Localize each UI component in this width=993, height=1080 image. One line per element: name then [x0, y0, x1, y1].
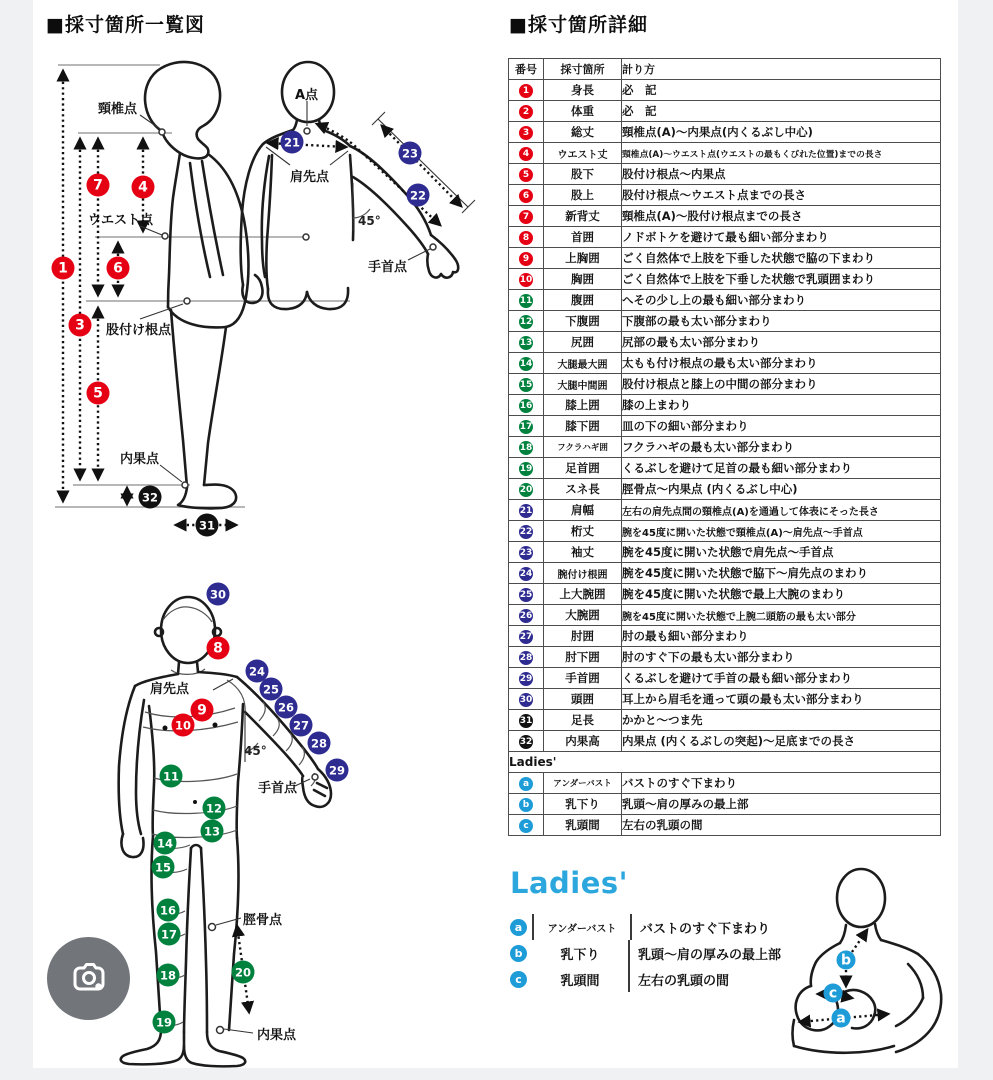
table-row: [509, 668, 941, 689]
cell-part: 膝下囲: [544, 416, 622, 437]
badge-23: [399, 142, 422, 165]
cell-part: 腕付け根囲: [544, 563, 622, 584]
cell-part: 腹囲: [544, 290, 622, 311]
badge-6: [107, 257, 130, 280]
ladies-legend: [510, 914, 781, 992]
camera-icon: [69, 959, 109, 999]
table-row: [509, 584, 941, 605]
cell-part: 総丈: [544, 122, 622, 143]
cell-method: 股付け根点〜内果点: [622, 164, 941, 185]
number-badge: 17: [519, 422, 533, 432]
number-badge: 30: [519, 695, 533, 705]
cell-method: 腕を45度に開いた状態で最上大腕のまわり: [622, 584, 941, 605]
svg-text:13: 13: [203, 824, 221, 839]
cell-number: [509, 521, 544, 542]
cell-method: 太もも付け根点の最も太い部分まわり: [622, 353, 941, 374]
table-row: [509, 332, 941, 353]
cell-number: [509, 353, 544, 374]
cell-number: [509, 626, 544, 647]
table-row: [509, 290, 941, 311]
svg-text:25: 25: [262, 682, 280, 697]
cell-method: ごく自然体で上肢を下垂した状態で乳頭囲まわり: [622, 269, 941, 290]
badge-15: [152, 856, 175, 879]
svg-text:18: 18: [159, 968, 177, 983]
number-badge: 28: [519, 653, 533, 663]
table-row: [509, 416, 941, 437]
badge-29: [326, 759, 349, 782]
measure-table: [508, 58, 941, 836]
cell-part: 乳頭間: [544, 815, 622, 836]
number-badge: 26: [519, 611, 533, 621]
svg-text:14: 14: [156, 836, 174, 851]
number-badge: 13: [519, 338, 533, 348]
cell-number: [509, 122, 544, 143]
label-shin-bone-point: 脛骨点: [243, 913, 283, 928]
number-badge: c: [519, 819, 533, 833]
label-inner-ankle-point: 内果点: [257, 1028, 297, 1043]
cell-part: 袖丈: [544, 542, 622, 563]
label-waist-point: ウエスト点: [88, 213, 154, 228]
svg-text:a: a: [836, 1010, 846, 1027]
cell-method: ノドボトケを避けて最も細い部分まわり: [622, 227, 941, 248]
number-badge: 32: [519, 737, 533, 747]
table-section-label: Ladies': [509, 752, 941, 773]
table-row: [509, 458, 941, 479]
cell-part: ウエスト丈: [544, 143, 622, 164]
badge-24: [246, 660, 269, 683]
cell-method: 脛骨点〜内果点 (内くるぶし中心): [622, 479, 941, 500]
table-row: [509, 710, 941, 731]
table-section-row: [509, 752, 941, 773]
cell-part: アンダーバスト: [544, 773, 622, 794]
cell-method: 股付け根点〜ウエスト点までの長さ: [622, 185, 941, 206]
cell-method: 必 記: [622, 80, 941, 101]
badge-1: [52, 257, 75, 280]
table-row: [509, 164, 941, 185]
cell-number: [509, 647, 544, 668]
cell-method: くるぶしを避けて足首の最も細い部分まわり: [622, 458, 941, 479]
badge-25: [260, 678, 283, 701]
svg-text:b: b: [840, 952, 852, 969]
cell-number: [509, 668, 544, 689]
svg-text:17: 17: [160, 927, 178, 942]
table-row: [509, 80, 941, 101]
cell-part: 手首囲: [544, 668, 622, 689]
svg-text:23: 23: [401, 146, 419, 161]
cell-part: 尻囲: [544, 332, 622, 353]
cell-method: 皿の下の細い部分まわり: [622, 416, 941, 437]
cell-method: 腕を45度に開いた状態で脇下〜肩先点のまわり: [622, 563, 941, 584]
cell-number: [509, 164, 544, 185]
table-row: [509, 563, 941, 584]
cell-part: 頭囲: [544, 689, 622, 710]
cell-number: [509, 815, 544, 836]
cell-part: 足長: [544, 710, 622, 731]
badge-9: [191, 699, 214, 722]
cell-method: 左右の肩先点間の頸椎点(A)を通過して体表にそった長さ: [622, 500, 941, 521]
cell-method: 内果点 (内くるぶしの突起)〜足底までの長さ: [622, 731, 941, 752]
cell-number: [509, 395, 544, 416]
number-badge: 27: [519, 632, 533, 642]
table-row: [509, 122, 941, 143]
cell-method: バストのすぐ下まわり: [622, 773, 941, 794]
cell-part: 肘囲: [544, 626, 622, 647]
number-badge: 2: [519, 105, 533, 119]
table-row: [509, 395, 941, 416]
badge-7: [87, 174, 110, 197]
cell-number: [509, 311, 544, 332]
badge-b: [837, 951, 856, 970]
badge-b: b: [510, 945, 527, 962]
ladies-legend-desc: 乳頭〜肩の厚みの最上部: [638, 947, 782, 963]
number-badge: 11: [519, 296, 533, 306]
badge-21: [281, 131, 304, 154]
svg-text:30: 30: [209, 587, 227, 602]
cell-method: 膝の上まわり: [622, 395, 941, 416]
badge-5: [87, 382, 110, 405]
table-row: [509, 479, 941, 500]
svg-text:1: 1: [58, 260, 68, 277]
cell-method: 頸椎点(A)〜ウエスト点(ウエストの最もくびれた位置)までの長さ: [622, 143, 941, 164]
badge-11: [160, 765, 183, 788]
cell-part: フクラハギ囲: [544, 437, 622, 458]
svg-text:9: 9: [197, 702, 207, 719]
cell-method: 乳頭〜肩の厚みの最上部: [622, 794, 941, 815]
number-badge: 12: [519, 317, 533, 327]
cell-part: 大腿最大囲: [544, 353, 622, 374]
table-row: [509, 626, 941, 647]
badge-12: [203, 797, 226, 820]
cell-part: 上大腕囲: [544, 584, 622, 605]
cell-method: フクラハギの最も太い部分まわり: [622, 437, 941, 458]
badge-8: [207, 637, 230, 660]
cell-part: 乳下り: [544, 794, 622, 815]
cell-method: 頸椎点(A)〜股付け根点までの長さ: [622, 206, 941, 227]
svg-text:c: c: [828, 985, 838, 1002]
badge-c: c: [510, 971, 527, 988]
badge-31: [196, 514, 219, 537]
svg-text:7: 7: [93, 177, 103, 194]
number-badge: 29: [519, 674, 533, 684]
table-row: [509, 647, 941, 668]
svg-text:31: 31: [198, 518, 216, 533]
col-header-part: 採寸箇所: [544, 59, 622, 80]
badge-28: [308, 732, 331, 755]
left-section-title: ■採寸箇所一覧図: [46, 14, 205, 36]
badge-14: [154, 832, 177, 855]
label-inner-ankle-point: 内果点: [120, 452, 160, 467]
google-lens-search-button[interactable]: [47, 937, 130, 1020]
number-badge: 4: [519, 147, 533, 161]
number-badge: 31: [519, 716, 533, 726]
number-badge: 15: [519, 380, 533, 390]
table-row: [509, 731, 941, 752]
cell-number: [509, 773, 544, 794]
table-row: [509, 500, 941, 521]
svg-text:24: 24: [248, 664, 266, 679]
ladies-legend-row: [510, 966, 781, 992]
table-header-row: [509, 59, 941, 80]
table-row: [509, 206, 941, 227]
cell-part: 股上: [544, 185, 622, 206]
cell-number: [509, 185, 544, 206]
number-badge: 3: [519, 126, 533, 140]
table-row: [509, 353, 941, 374]
label-wrist-point: 手首点: [258, 781, 298, 796]
cell-number: [509, 101, 544, 122]
cell-part: 上胸囲: [544, 248, 622, 269]
cell-part: スネ長: [544, 479, 622, 500]
table-row: [509, 269, 941, 290]
overview-diagram-front: [95, 580, 400, 1068]
cell-number: [509, 332, 544, 353]
number-badge: 25: [519, 590, 533, 600]
ladies-legend-label: 乳下り: [532, 940, 630, 966]
svg-text:11: 11: [162, 769, 180, 784]
table-row: [509, 773, 941, 794]
number-badge: a: [519, 777, 533, 791]
badge-a: a: [510, 919, 527, 936]
cell-method: 頸椎点(A)〜内果点(内くるぶし中心): [622, 122, 941, 143]
cell-number: [509, 542, 544, 563]
cell-number: [509, 416, 544, 437]
number-badge: 6: [519, 189, 533, 203]
table-row: [509, 248, 941, 269]
table-row: [509, 815, 941, 836]
number-badge: 23: [519, 548, 533, 558]
cell-part: 体重: [544, 101, 622, 122]
measure-guide-image: [33, 0, 958, 1068]
ladies-torso-diagram: [768, 848, 956, 1063]
badge-3: [69, 314, 92, 337]
svg-text:28: 28: [310, 736, 328, 751]
svg-text:27: 27: [292, 718, 310, 733]
cell-method: 下腹部の最も太い部分まわり: [622, 311, 941, 332]
cell-part: 膝上囲: [544, 395, 622, 416]
cell-part: 大腿中間囲: [544, 374, 622, 395]
badge-22: [407, 184, 430, 207]
number-badge: 24: [519, 569, 533, 579]
number-badge: 18: [519, 443, 533, 453]
cell-method: 肘のすぐ下の最も太い部分まわり: [622, 647, 941, 668]
label-shoulder-point: 肩先点: [150, 682, 190, 697]
svg-text:26: 26: [277, 700, 295, 715]
label-wrist-point: 手首点: [368, 260, 408, 275]
cell-number: [509, 605, 544, 626]
cell-number: [509, 479, 544, 500]
cell-number: [509, 437, 544, 458]
cell-number: [509, 710, 544, 731]
label-shoulder-point: 肩先点: [290, 170, 330, 185]
svg-text:19: 19: [155, 1015, 173, 1030]
ladies-heading: Ladies': [510, 866, 629, 900]
cell-part: 下腹囲: [544, 311, 622, 332]
overview-diagram-standing: [40, 35, 505, 560]
table-row: [509, 794, 941, 815]
label-45-degrees: 45°: [244, 744, 267, 758]
table-row: [509, 374, 941, 395]
number-badge: 8: [519, 231, 533, 245]
cell-method: かかと〜つま先: [622, 710, 941, 731]
cell-part: 肘下囲: [544, 647, 622, 668]
right-section-title: ■採寸箇所詳細: [509, 14, 648, 36]
number-badge: 14: [519, 359, 533, 369]
svg-text:10: 10: [174, 718, 192, 733]
cell-number: [509, 563, 544, 584]
cell-part: 内果高: [544, 731, 622, 752]
cell-number: [509, 290, 544, 311]
table-row: [509, 521, 941, 542]
cell-part: 肩幅: [544, 500, 622, 521]
number-badge: 19: [519, 464, 533, 474]
number-badge: 16: [519, 401, 533, 411]
cell-method: ごく自然体で上肢を下垂した状態で脇の下まわり: [622, 248, 941, 269]
badge-a: [832, 1009, 851, 1028]
table-row: [509, 605, 941, 626]
cell-part: 足首囲: [544, 458, 622, 479]
ladies-legend-row: [510, 914, 781, 940]
cell-number: [509, 206, 544, 227]
svg-text:8: 8: [213, 640, 223, 657]
table-row: [509, 542, 941, 563]
cell-method: へその少し上の最も細い部分まわり: [622, 290, 941, 311]
badge-18: [157, 964, 180, 987]
cell-number: [509, 248, 544, 269]
number-badge: 9: [519, 252, 533, 266]
badge-27: [290, 714, 313, 737]
cell-method: 耳上から眉毛を通って頭の最も太い部分まわり: [622, 689, 941, 710]
table-row: [509, 101, 941, 122]
table-row: [509, 311, 941, 332]
cell-number: [509, 458, 544, 479]
svg-text:16: 16: [159, 903, 177, 918]
svg-text:5: 5: [93, 385, 103, 402]
cell-method: 腕を45度に開いた状態で肩先点〜手首点: [622, 542, 941, 563]
number-badge: 7: [519, 210, 533, 224]
badge-19: [153, 1011, 176, 1034]
svg-text:20: 20: [234, 965, 252, 980]
ladies-legend-row: [510, 940, 781, 966]
table-row: [509, 185, 941, 206]
badge-10: [172, 714, 195, 737]
svg-text:32: 32: [141, 490, 159, 505]
badge-c: [824, 984, 843, 1003]
badge-13: [201, 820, 224, 843]
ladies-legend-label: 乳頭間: [532, 966, 630, 992]
cell-method: 腕を45度に開いた状態で上腕二頭筋の最も太い部分: [622, 605, 941, 626]
badge-17: [158, 923, 181, 946]
label-cervical-point: 頸椎点: [98, 102, 138, 117]
table-row: [509, 143, 941, 164]
svg-text:12: 12: [205, 801, 223, 816]
svg-text:29: 29: [328, 763, 346, 778]
badge-20: [232, 961, 255, 984]
cell-part: 身長: [544, 80, 622, 101]
svg-text:4: 4: [138, 179, 148, 196]
cell-method: 尻部の最も太い部分まわり: [622, 332, 941, 353]
cell-part: 新背丈: [544, 206, 622, 227]
cell-part: 胸囲: [544, 269, 622, 290]
number-badge: 22: [519, 527, 533, 537]
cell-number: [509, 80, 544, 101]
cell-number: [509, 143, 544, 164]
badge-32: [139, 486, 162, 509]
ladies-legend-desc: バストのすぐ下まわり: [640, 921, 771, 937]
cell-number: [509, 227, 544, 248]
table-row: [509, 689, 941, 710]
label-45-degrees: 45°: [358, 214, 381, 228]
cell-method: 腕を45度に開いた状態で頸椎点(A)〜肩先点〜手首点: [622, 521, 941, 542]
cell-part: 大腕囲: [544, 605, 622, 626]
ladies-legend-desc: 左右の乳頭の間: [638, 973, 730, 989]
cell-method: 肘の最も細い部分まわり: [622, 626, 941, 647]
cell-number: [509, 584, 544, 605]
svg-text:22: 22: [409, 188, 427, 203]
cell-method: くるぶしを避けて手首の最も細い部分まわり: [622, 668, 941, 689]
cell-method: 股付け根点と膝上の中間の部分まわり: [622, 374, 941, 395]
table-row: [509, 227, 941, 248]
cell-number: [509, 731, 544, 752]
number-badge: 21: [519, 506, 533, 516]
label-crotch-point: 股付け根点: [106, 323, 172, 338]
number-badge: 5: [519, 168, 533, 182]
number-badge: 1: [519, 84, 533, 98]
svg-text:15: 15: [154, 860, 172, 875]
svg-text:6: 6: [113, 260, 123, 277]
badge-4: [132, 176, 155, 199]
number-badge: 20: [519, 485, 533, 495]
badge-26: [275, 696, 298, 719]
cell-method: 左右の乳頭の間: [622, 815, 941, 836]
number-badge: b: [519, 798, 533, 812]
cell-part: 首囲: [544, 227, 622, 248]
cell-number: [509, 500, 544, 521]
table-row: [509, 437, 941, 458]
badge-30: [207, 583, 230, 606]
cell-number: [509, 689, 544, 710]
cell-number: [509, 374, 544, 395]
number-badge: 10: [519, 275, 533, 285]
svg-text:21: 21: [283, 135, 301, 150]
cell-method: 必 記: [622, 101, 941, 122]
cell-part: 股下: [544, 164, 622, 185]
badge-16: [157, 899, 180, 922]
cell-number: [509, 794, 544, 815]
cell-part: 桁丈: [544, 521, 622, 542]
col-header-number: 番号: [509, 59, 544, 80]
label-a-point: A点: [295, 88, 319, 103]
cell-number: [509, 269, 544, 290]
col-header-method: 計り方: [622, 59, 941, 80]
ladies-legend-label: アンダーバスト: [532, 914, 632, 940]
svg-text:3: 3: [75, 317, 85, 334]
